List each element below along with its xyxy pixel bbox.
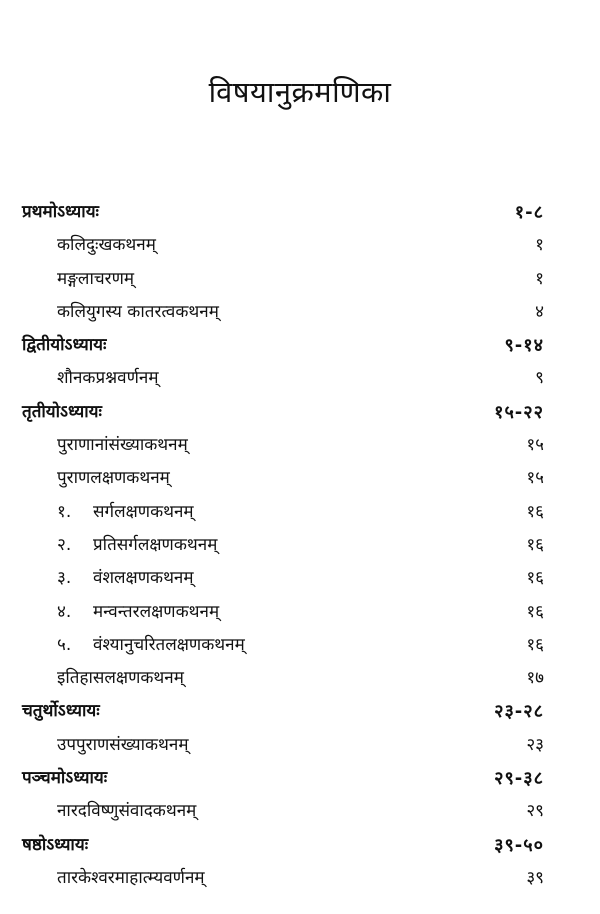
- item-title: उपपुराणसंख्याकथनम्: [57, 734, 189, 755]
- page-number: १६: [526, 568, 544, 589]
- page-range: १५-२२: [494, 401, 544, 423]
- item-title: इतिहासलक्षणकथनम्: [57, 668, 184, 689]
- item-title: वंशलक्षणकथनम्: [93, 568, 194, 589]
- page-number: १६: [526, 501, 544, 522]
- table-of-contents: [0, 196, 600, 895]
- toc-chapter-row: [0, 762, 600, 795]
- chapter-title: पञ्चमोऽध्यायः: [22, 768, 108, 789]
- page-number: १७: [526, 668, 544, 689]
- page-title: विषयानुक्रमणिका: [208, 75, 392, 109]
- item-number: २.: [57, 534, 72, 555]
- toc-item-row: [0, 662, 600, 695]
- page-number: ४: [535, 301, 544, 322]
- toc-chapter-row: [0, 829, 600, 862]
- toc-chapter-row: [0, 196, 600, 229]
- chapter-title: तृतीयोऽध्यायः: [22, 401, 102, 422]
- page-number: १: [535, 235, 544, 256]
- toc-item-row: [0, 729, 600, 762]
- page-range: २९-३८: [494, 768, 544, 790]
- item-title: कलिदुःखकथनम्: [57, 235, 156, 256]
- toc-item-row: [0, 296, 600, 329]
- page-range: १-८: [514, 202, 544, 223]
- toc-chapter-row: [0, 396, 600, 429]
- page-number: ९: [535, 368, 544, 389]
- toc-item-row: [0, 362, 600, 395]
- item-title: मङ्गलाचरणम्: [57, 268, 135, 289]
- toc-numbered-row: [0, 629, 600, 662]
- page-number: १६: [526, 634, 544, 655]
- item-title: पुराणलक्षणकथनम्: [57, 468, 170, 489]
- item-title: शौनकप्रश्नवर्णनम्: [57, 368, 159, 389]
- page-number: १५: [526, 468, 544, 489]
- page-number: १६: [526, 601, 544, 622]
- item-title: नारदविष्णुसंवादकथनम्: [57, 801, 197, 822]
- item-title: कलियुगस्य कातरत्वकथनम्: [57, 301, 219, 322]
- toc-item-row: [0, 862, 600, 895]
- toc-numbered-row: [0, 496, 600, 529]
- toc-item-row: [0, 429, 600, 462]
- page-number: ३९: [526, 867, 544, 888]
- toc-item-row: [0, 795, 600, 828]
- item-number: ३.: [57, 568, 72, 589]
- item-number: ४.: [57, 601, 72, 622]
- item-title: प्रतिसर्गलक्षणकथनम्: [93, 534, 218, 555]
- toc-item-row: [0, 229, 600, 262]
- item-number: १.: [57, 501, 72, 522]
- item-title: पुराणानांसंख्याकथनम्: [57, 435, 188, 456]
- toc-chapter-row: [0, 695, 600, 728]
- toc-item-row: [0, 462, 600, 495]
- page-number: १: [535, 268, 544, 289]
- page-number: २३: [526, 734, 544, 755]
- toc-item-row: [0, 263, 600, 296]
- item-title: सर्गलक्षणकथनम्: [93, 501, 194, 522]
- chapter-title: षष्ठोऽध्यायः: [22, 834, 89, 855]
- page-number: १६: [526, 534, 544, 555]
- page-number: १५: [526, 435, 544, 456]
- toc-chapter-row: [0, 329, 600, 362]
- item-title: तारकेश्वरमाहात्म्यवर्णनम्: [57, 867, 205, 888]
- chapter-title: द्वितीयोऽध्यायः: [22, 335, 107, 356]
- page-range: २३-२८: [494, 701, 544, 723]
- item-number: ५.: [57, 634, 72, 655]
- item-title: मन्वन्तरलक्षणकथनम्: [93, 601, 220, 622]
- toc-numbered-row: [0, 562, 600, 595]
- chapter-title: प्रथमोऽध्यायः: [22, 202, 99, 222]
- page-range: ९-१४: [504, 335, 544, 357]
- chapter-title: चतुर्थोऽध्यायः: [22, 701, 100, 722]
- toc-numbered-row: [0, 596, 600, 629]
- page-number: २९: [526, 801, 544, 822]
- item-title: वंश्यानुचरितलक्षणकथनम्: [93, 634, 245, 655]
- page-range: ३९-५०: [494, 834, 544, 856]
- toc-numbered-row: [0, 529, 600, 562]
